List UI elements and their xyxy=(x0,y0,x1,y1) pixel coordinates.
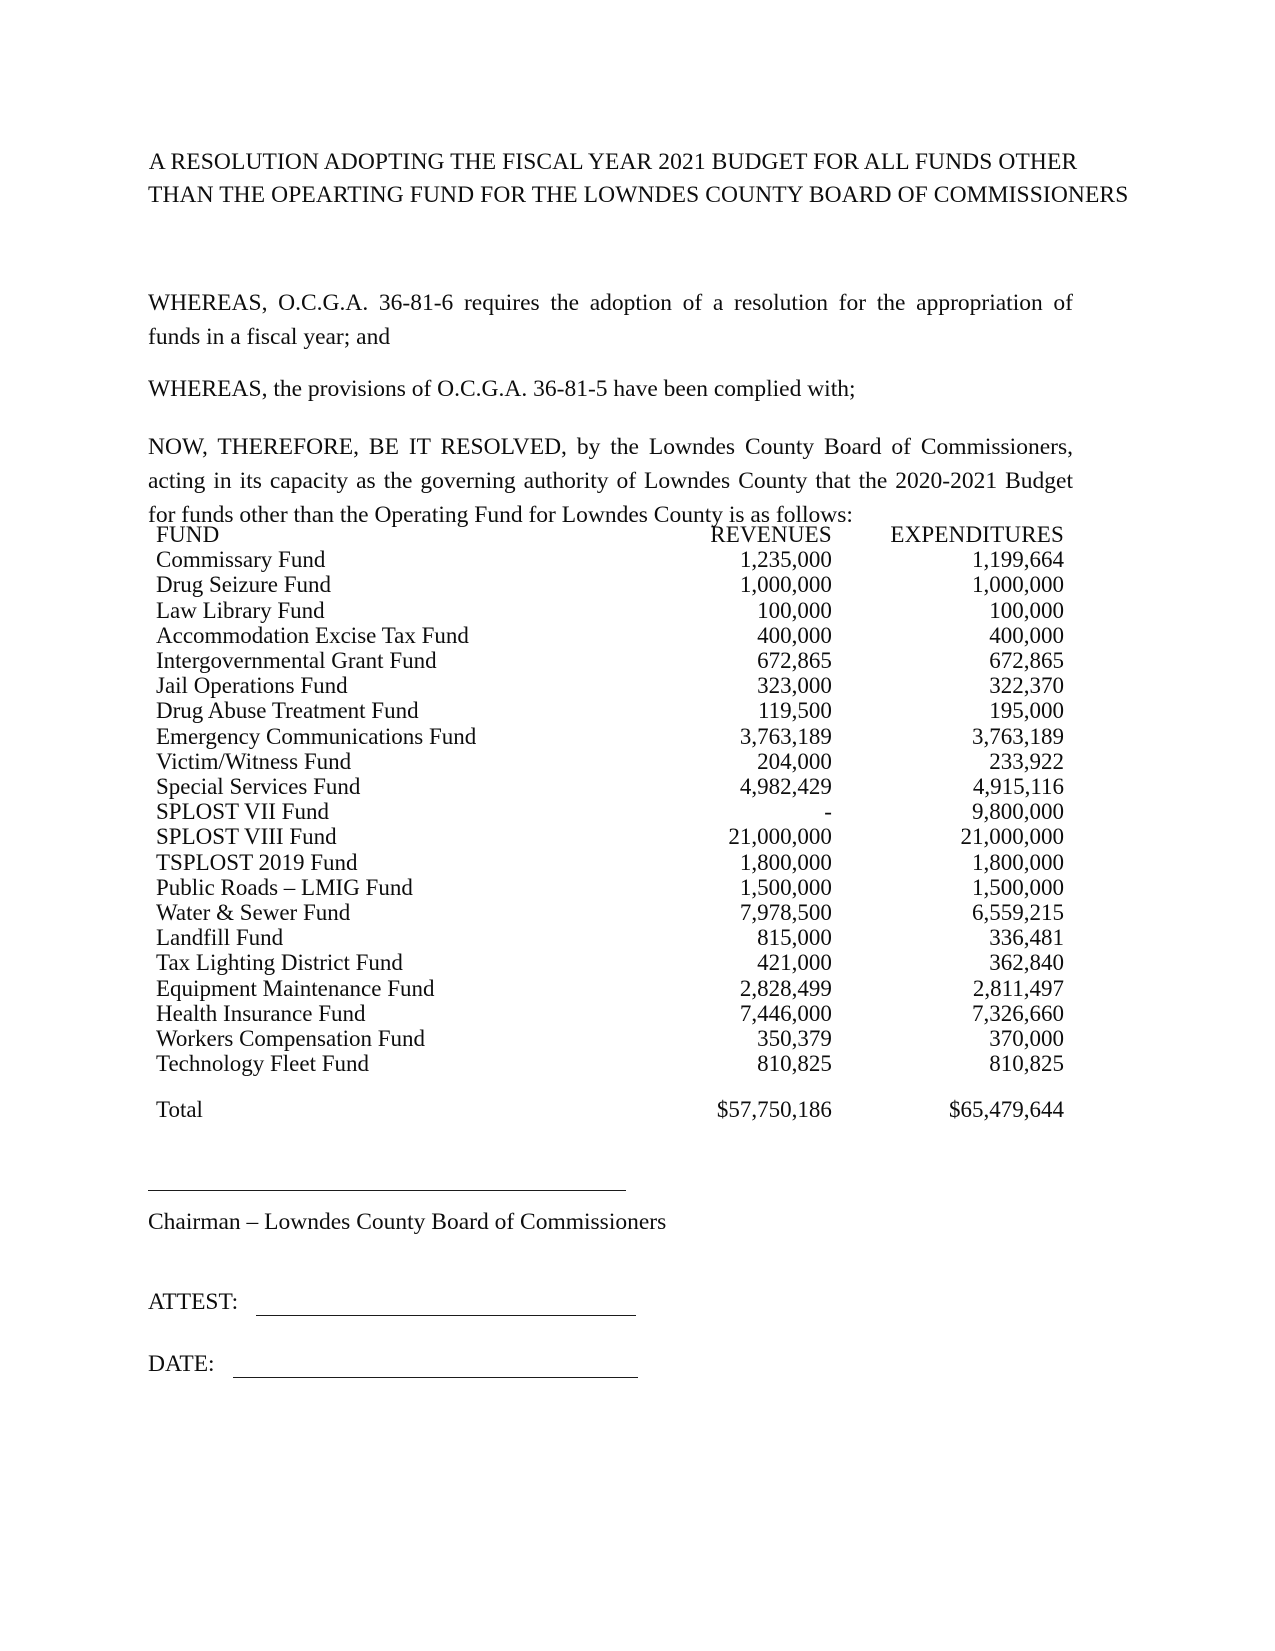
document-title-line-2: THAN THE OPEARTING FUND FOR THE LOWNDES COUNTY BOARD OF COMMISSIONERS xyxy=(148,182,1129,208)
fund-revenues-cell: 4,982,429 xyxy=(739,774,832,800)
column-header-fund: FUND xyxy=(156,522,220,547)
table-row xyxy=(156,598,1064,623)
table-row xyxy=(156,698,1064,723)
fund-name-cell: Commissary Fund xyxy=(156,547,326,573)
budget-table-footer xyxy=(156,1076,1064,1122)
fund-name-cell: Accommodation Excise Tax Fund xyxy=(156,622,469,648)
fund-expenditures-cell: 9,800,000 xyxy=(972,799,1064,825)
fund-revenues-cell: 1,000,000 xyxy=(739,572,832,598)
fund-revenues-cell: 421,000 xyxy=(757,950,832,976)
fund-revenues-cell: 810,825 xyxy=(757,1051,832,1077)
fund-name-cell: Technology Fleet Fund xyxy=(156,1051,370,1077)
fund-revenues-cell: 7,978,500 xyxy=(739,900,832,926)
table-row xyxy=(156,1026,1064,1051)
table-row xyxy=(156,850,1064,875)
document-title xyxy=(148,146,1129,212)
fund-name-cell: Landfill Fund xyxy=(156,925,284,951)
fund-name-cell: Emergency Communications Fund xyxy=(156,723,477,749)
fund-name-cell: Special Services Fund xyxy=(156,774,361,800)
date-entry-line[interactable] xyxy=(233,1353,638,1378)
table-row xyxy=(156,774,1064,799)
fund-expenditures-cell: 400,000 xyxy=(989,622,1064,648)
table-row xyxy=(156,1001,1064,1026)
fund-name-cell: Tax Lighting District Fund xyxy=(156,950,403,976)
fund-revenues-cell: 1,235,000 xyxy=(739,547,832,573)
table-row xyxy=(156,724,1064,749)
fund-expenditures-cell: 1,800,000 xyxy=(972,849,1064,875)
fund-expenditures-cell: 6,559,215 xyxy=(972,900,1064,926)
fund-revenues-cell: 7,446,000 xyxy=(739,1000,832,1026)
chairman-signature-caption: Chairman – Lowndes County Board of Commissioners xyxy=(148,1209,667,1235)
document-title-line-1: A RESOLUTION ADOPTING THE FISCAL YEAR 2021 BUDGET FOR ALL FUNDS OTHER xyxy=(148,149,1078,175)
fund-revenues-cell: 1,800,000 xyxy=(739,849,832,875)
fund-revenues-cell: 350,379 xyxy=(757,1026,832,1052)
fund-name-cell: Equipment Maintenance Fund xyxy=(156,975,435,1001)
budget-table-header xyxy=(156,522,1064,547)
paragraph-whereas-1: WHEREAS, O.C.G.A. 36-81-6 requires the adoption of a resolution for the appropriation of funds in a fiscal year; and xyxy=(148,289,1073,350)
fund-name-cell: Intergovernmental Grant Fund xyxy=(156,648,437,674)
fund-revenues-cell: 1,500,000 xyxy=(739,874,832,900)
fund-name-cell: Jail Operations Fund xyxy=(156,673,348,699)
total-revenues: $57,750,186 xyxy=(716,1097,832,1123)
fund-expenditures-cell: 336,481 xyxy=(989,925,1064,951)
fund-expenditures-cell: 362,840 xyxy=(989,950,1064,976)
fund-expenditures-cell: 322,370 xyxy=(989,673,1064,699)
budget-fund-table xyxy=(156,522,1064,1123)
fund-expenditures-cell: 2,811,497 xyxy=(972,975,1064,1001)
fund-expenditures-cell: 810,825 xyxy=(989,1051,1064,1077)
attest-signature-line[interactable] xyxy=(256,1291,636,1316)
fund-expenditures-cell: 672,865 xyxy=(989,648,1064,674)
attest-field-row xyxy=(148,1288,636,1316)
fund-name-cell: SPLOST VII Fund xyxy=(156,799,329,825)
fund-revenues-cell: 672,865 xyxy=(757,648,832,674)
fund-expenditures-cell: 370,000 xyxy=(989,1026,1064,1052)
total-label: Total xyxy=(156,1097,203,1123)
fund-expenditures-cell: 1,000,000 xyxy=(972,572,1064,598)
table-row xyxy=(156,673,1064,698)
fund-name-cell: Victim/Witness Fund xyxy=(156,748,352,774)
table-spacer-row xyxy=(156,1076,1064,1097)
fund-expenditures-cell: 100,000 xyxy=(989,597,1064,623)
fund-expenditures-cell: 1,199,664 xyxy=(972,547,1064,573)
table-row xyxy=(156,950,1064,975)
fund-name-cell: TSPLOST 2019 Fund xyxy=(156,849,358,875)
table-total-row xyxy=(156,1097,1064,1122)
fund-revenues-cell: 2,828,499 xyxy=(739,975,832,1001)
paragraph-whereas-2: WHEREAS, the provisions of O.C.G.A. 36-81-5 have been complied with; xyxy=(148,375,856,402)
fund-expenditures-cell: 21,000,000 xyxy=(960,824,1064,850)
fund-expenditures-cell: 195,000 xyxy=(989,698,1064,724)
total-expenditures: $65,479,644 xyxy=(949,1097,1064,1123)
fund-expenditures-cell: 233,922 xyxy=(989,748,1064,774)
table-row xyxy=(156,799,1064,824)
fund-name-cell: Drug Seizure Fund xyxy=(156,572,332,598)
chairman-signature-block xyxy=(148,1190,848,1236)
fund-name-cell: Drug Abuse Treatment Fund xyxy=(156,698,419,724)
date-field-row xyxy=(148,1350,638,1378)
chairman-signature-line[interactable] xyxy=(148,1190,626,1191)
table-row xyxy=(156,623,1064,648)
fund-expenditures-cell: 7,326,660 xyxy=(972,1000,1064,1026)
fund-name-cell: Law Library Fund xyxy=(156,597,325,623)
paragraph-now-therefore-resolved: NOW, THEREFORE, BE IT RESOLVED, by the Lowndes County Board of Commissioners, acting in its capacity as the governing authority of Lowndes County that the 2020-2021 Budget for funds other than the Operating Fund for Lowndes County is as follows: xyxy=(148,433,1073,528)
fund-revenues-cell: 100,000 xyxy=(757,597,832,623)
fund-revenues-cell: - xyxy=(824,799,832,825)
fund-revenues-cell: 3,763,189 xyxy=(739,723,832,749)
attest-label: ATTEST: xyxy=(148,1289,239,1315)
fund-revenues-cell: 400,000 xyxy=(757,622,832,648)
table-row xyxy=(156,547,1064,572)
fund-expenditures-cell: 1,500,000 xyxy=(972,874,1064,900)
table-row xyxy=(156,572,1064,597)
table-row xyxy=(156,648,1064,673)
budget-table-body xyxy=(156,547,1064,1076)
fund-expenditures-cell: 3,763,189 xyxy=(972,723,1064,749)
table-row xyxy=(156,749,1064,774)
column-header-expenditures: EXPENDITURES xyxy=(890,522,1064,547)
fund-name-cell: SPLOST VIII Fund xyxy=(156,824,337,850)
table-row xyxy=(156,925,1064,950)
fund-expenditures-cell: 4,915,116 xyxy=(972,774,1064,800)
table-row xyxy=(156,900,1064,925)
date-label: DATE: xyxy=(148,1351,215,1377)
fund-name-cell: Health Insurance Fund xyxy=(156,1000,366,1026)
fund-name-cell: Public Roads – LMIG Fund xyxy=(156,874,413,900)
fund-revenues-cell: 119,500 xyxy=(758,698,832,724)
table-row xyxy=(156,824,1064,849)
table-header-row xyxy=(156,522,1064,547)
fund-revenues-cell: 815,000 xyxy=(757,925,832,951)
fund-name-cell: Workers Compensation Fund xyxy=(156,1026,426,1052)
fund-revenues-cell: 21,000,000 xyxy=(728,824,832,850)
fund-revenues-cell: 204,000 xyxy=(757,748,832,774)
column-header-revenues: REVENUES xyxy=(710,522,832,547)
fund-revenues-cell: 323,000 xyxy=(757,673,832,699)
table-row xyxy=(156,976,1064,1001)
fund-name-cell: Water & Sewer Fund xyxy=(156,900,351,926)
table-row xyxy=(156,875,1064,900)
table-row xyxy=(156,1051,1064,1076)
